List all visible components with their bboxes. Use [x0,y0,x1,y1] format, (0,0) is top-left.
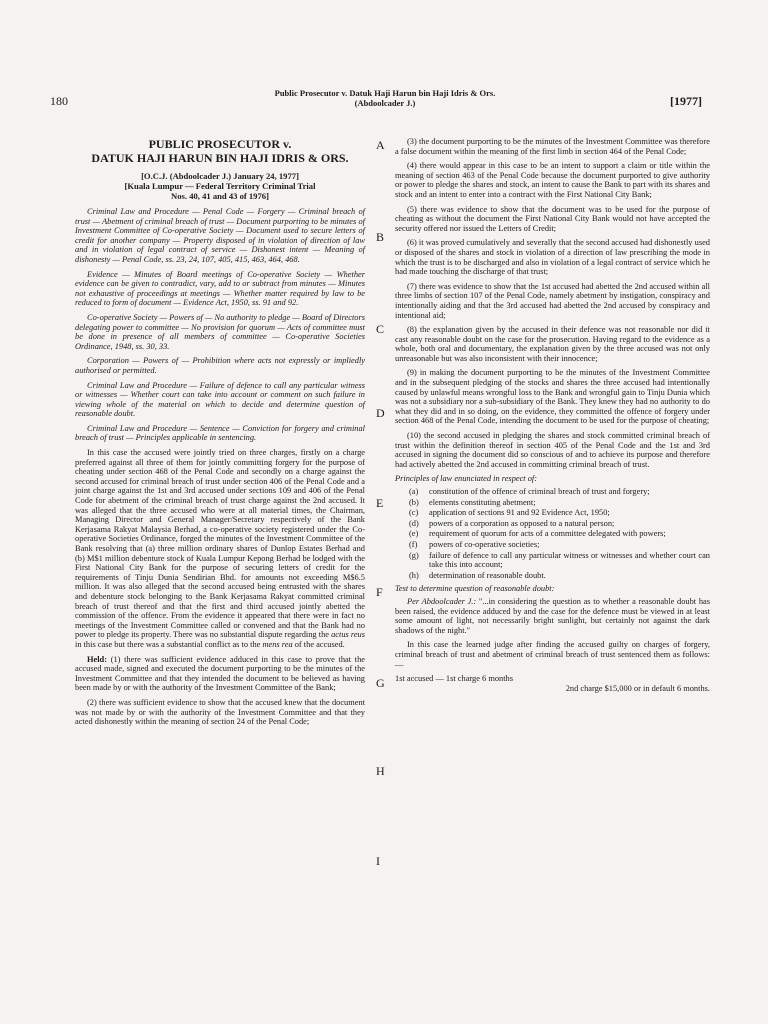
principle-key: (g) [409,550,419,560]
sentence-line-1: 1st accused — 1st charge 6 months [395,674,514,684]
principle-key: (a) [409,487,419,496]
case-metadata [75,171,365,201]
sentence-line-2: 2nd charge $15,000 or in default 6 months. [565,684,710,694]
principle-key: (d) [409,518,419,528]
reasonable-doubt-heading: Test to determine question of reasonable doubt: [395,584,555,594]
margin-letter-g: G [376,676,385,690]
principle-text: application of sections 91 and 92 Evidence Act, 1950; [429,508,610,518]
principles-list [409,487,710,580]
catchword-3: Co-operative Society — Powers of — No authority to pledge — Board of Directors delegating power to committee — No provision for quorum — Acts of committee must be done in presence of all members of committee — Co-operative Societies Ordinance, 1948, ss. 30, 33. [75,312,365,351]
per-judge-label: Per Abdoolcader J.: [407,596,477,606]
case-title-line-2: DATUK HAJI HARUN BIN HAJI IDRIS & ORS. [91,151,349,165]
running-title [200,88,570,108]
catchword-1: Criminal Law and Procedure — Penal Code — Forgery — Criminal breach of trust — Abetment of criminal breach of trust — Document purporting to be minutes of Investment Committee of Co-operative Society — Document used to secure letters of credit for another company — Property disposed of in violation of direction of law and in violation of legal contract of service — Dishonest intent — Meaning of dishonesty — Penal Code, ss. 23, 24, 107, 405, 415, 463, 464, 468. [75,207,365,264]
principle-item [409,487,710,497]
held-point-7: (7) there was evidence to show that the 1st accused had abetted the 2nd accused within all three limbs of section 107 of the Penal Code, namely abetment by instigation, conspiracy and intentionally aiding and that the 3rd accused had abetted the 2nd accused by conspiracy and intentional aid; [395,281,710,320]
page-number: 180 [50,94,68,108]
held-point-5: (5) there was evidence to show that the document was to be used for the purpose of cheating as without the document the First National City Bank would not have accepted the security offered nor issued the Letters of Credit; [395,204,710,233]
case-title [75,137,365,165]
quote-text: "...in considering the question as to whether a reasonable doubt has been raised, the evidence adduced by and the case for the defence must be viewed in at least some amount of light, not necessarily bright sunlight, but certainly not against the dark shadows of the night." [395,596,710,635]
principle-key: (e) [409,529,419,539]
principle-text: powers of co-operative societies; [429,539,540,549]
catchword-5: Criminal Law and Procedure — Failure of defence to call any particular witness or witnesses — Whether court can take into account or comment on such failure in viewing whole of the material on which to decide and determine question of reasonable doubt. [75,380,365,419]
case-title-line-1: PUBLIC PROSECUTOR v. [148,137,292,151]
principle-item [409,519,710,529]
principle-item [409,551,710,570]
principle-text: constitution of the offence of criminal breach of trust and forgery; [429,487,650,496]
principle-key: (h) [409,570,419,580]
held-point-9: (9) in making the document purporting to be the minutes of the Investment Committee and in the subsequent pledging of the stocks and shares the three accused had intentionally caused by unlawful means wrongful loss to the Bank and wrongful gain to Tinju Dunia which was not a subsidiary nor a sub-subsidiary of the Bank. They knew they had no authority to do what they did and in so doing, on the evidence, they committed the offence of forgery under section 468 of the Penal Code, intending the document to be used for the purpose of cheating; [395,368,710,426]
margin-letter-c: C [376,322,385,336]
principle-item [409,571,710,581]
trial-line-2: Nos. 40, 41 and 43 of 1976] [171,191,269,201]
facts-italic-2: mens rea [262,639,293,649]
principle-item [409,508,710,518]
principle-key: (b) [409,497,419,507]
margin-letter-b: B [376,230,385,244]
held-point-2: (2) there was sufficient evidence to show that the accused knew that the document was not made by or with the authority of the Investment Committee and that they acted dishonestly within the meaning of section 24 of the Penal Code; [75,697,365,727]
margin-letter-h: H [376,764,385,778]
catchword-6: Criminal Law and Procedure — Sentence — Conviction for forgery and criminal breach of trust — Principles applicable in sentencing. [75,423,365,443]
facts-italic-1: actus reus [331,630,365,640]
facts-text-3: of the accused. [292,639,345,649]
held-point-1-text: (1) there was sufficient evidence adduced in this case to prove that the accused made, signed and executed the document purporting to be the minutes of the Investment Committee and that they intended the document to be believed as having been made by or with the authority of the Investment Committee of the Bank; [75,654,365,693]
running-title-line-1: Public Prosecutor v. Datuk Haji Harun bin Haji Idris & Ors. [274,88,496,98]
facts-text-1: In this case the accused were jointly tried on three charges, firstly on a charge preferred against all three of them for jointly committing forgery for the purpose of cheating under section 468 of the Penal Code and secondly on a charge against the second accused for criminal breach of trust under section 406 of the Penal Code and a joint charge against the 1st and 3rd accused under sections 109 and 406 of the Penal Code for abetment of the criminal breach of trust charge against the 2nd accused. It was alleged that the three accused who were at all material times, the Chairman, Managing Director and General Manager/Secretary respectively of the Bank Kerjasama Rakyat Malaysia Berhad, a co-operative society registered under the Co-operative Societies Ordinance, forged the minutes of the Investment Committee of the Bank resolving that (a) three million ordinary shares of Dunlop Estates Berhad and (b) M$1 million debenture stock of Kuala Lumpur Kepong Berhad be lodged with the First National City Bank for the purpose of securing letters of credit for the requirements of Tinju Dunia Sendirian Bhd. for amounts not exceeding M$6.5 million. It was also alleged that the second accused being entrusted with the shares and debenture stock belonging to the Bank Kerjasama Rakyat committed criminal breach of trust thereof and that the first and third accused jointly abetted the commission of the offence. From the evidence it appeared that there were in fact no meetings of the Investment Committee called or convened and that the Bank had no power to pledge its property. There was no substantial dispute regarding the [75,448,365,640]
principle-text: requirement of quorum for acts of a committee delegated with powers; [429,529,666,539]
margin-letter-f: F [376,585,383,599]
held-point-1 [75,655,365,693]
principle-text: determination of reasonable doubt. [429,570,546,580]
left-column [75,137,365,732]
sentencing-intro: In this case the learned judge after finding the accused guilty on charges of forgery, criminal breach of trust and abetment of criminal breach of trust sentenced them as follows:— [395,640,710,669]
principle-item [409,529,710,539]
principle-text: failure of defence to call any particular witness or witnesses and whether court can take this into account; [429,550,710,570]
margin-letter-a: A [376,138,385,152]
trial-line-1: [Kuala Lumpur — Federal Territory Criminal Trial [124,181,316,191]
court-line: [O.C.J. (Abdoolcader J.) January 24, 1977] [141,171,299,181]
catchword-4: Corporation — Powers of — Prohibition where acts not expressly or impliedly authorised or permitted. [75,356,365,375]
held-point-10: (10) the second accused in pledging the shares and stock committed criminal breach of trust within the definition thereof in section 405 of the Penal Code and the 1st and 3rd accused in signing the document did so conscious of and to achieve its purpose and therefore had actively abetted the 2nd accused in committing criminal breach of trust. [395,431,710,469]
facts-text-2: in this case but there was a substantial conflict as to the [75,639,263,649]
held-point-3: (3) the document purporting to be the minutes of the Investment Committee was therefore a false document within the meaning of the first limb in section 464 of the Penal Code; [395,137,710,156]
held-point-8: (8) the explanation given by the accused in their defence was not reasonable nor did it cast any reasonable doubt on the case for the prosecution. Having regard to the evidence as a whole, both oral and documentary, the explanation given by the three accused was not only unreasonable but was also inconsistent with their innocence; [395,325,710,363]
sentence-lines [395,674,710,694]
principles-heading: Principles of law enunciated in respect of: [395,474,538,484]
principle-key: (c) [409,508,419,518]
facts-paragraph [75,448,365,649]
report-year: [1977] [670,94,702,108]
held-point-4: (4) there would appear in this case to be an intent to support a claim or title within the meaning of section 463 of the Penal Code because the document purported to give authority or power to pledge the shares and stock, an intent to cause the Bank to part with its shares and stock and an intent to enter into a contract with the First National City Bank; [395,161,710,199]
margin-letter-i: I [376,854,380,868]
catchword-2: Evidence — Minutes of Board meetings of Co-operative Society — Whether evidence can be given to contradict, vary, add to or subtract from minutes — Minutes not exhaustive of proceedings at meetings — Whether matter required by law to be reduced to form of document — Evidence Act, 1950, ss. 91 and 92. [75,269,365,308]
reasonable-doubt-quote [395,597,710,635]
principle-text: powers of a corporation as opposed to a natural person; [429,518,615,528]
right-column [395,137,710,694]
margin-letter-e: E [376,496,384,510]
principle-key: (f) [409,539,418,549]
principle-text: elements constituting abetment; [429,497,536,507]
margin-letter-d: D [376,406,385,420]
held-label: Held: [87,654,108,664]
held-point-6: (6) it was proved cumulatively and severally that the second accused had dishonestly used or disposed of the shares and stock in violation of a direction of law prescribing the mode in which the trust is to be discharged and also in violation of a legal contract of service which he had made touching the discharge of that trust; [395,238,710,277]
principle-item [409,540,710,550]
running-title-line-2: (Abdoolcader J.) [354,98,416,108]
principle-item [409,498,710,508]
